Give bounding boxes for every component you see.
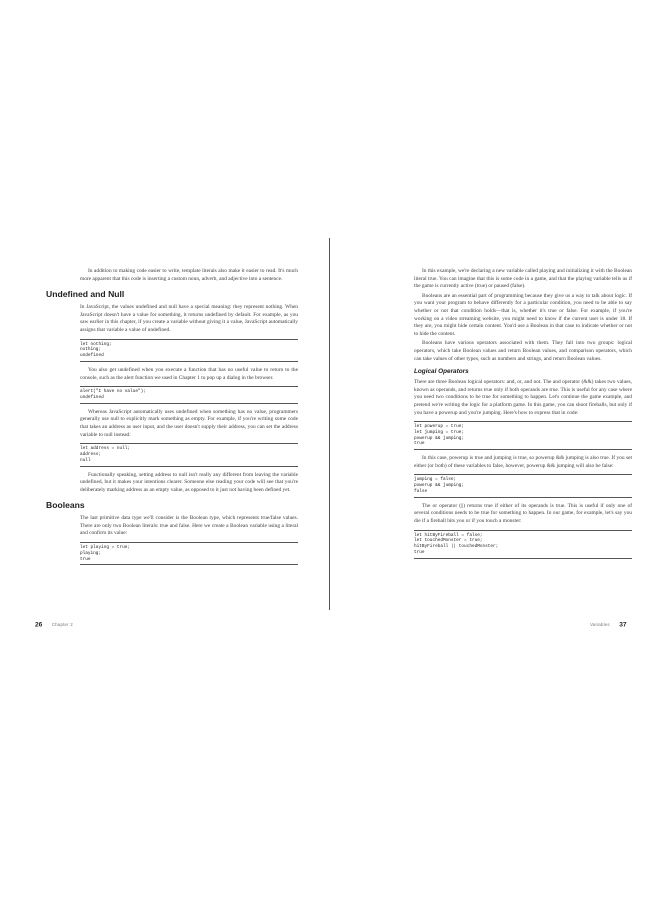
code-line: let hitByFireball = false; [414,532,483,538]
code-line: undefined [80,394,104,400]
chapter-label: Variables [590,622,610,628]
section-heading-undefined-null: Undefined and Null [46,289,125,300]
paragraph: The or operator (||) returns true if either of its operands is true. This is useful if only one of several conditions needs to be true for something to happen. In our game, for example, let's say you die if a fireball hits you or if you touch a monster: [414,502,632,525]
code-line: nothing; [80,347,102,353]
right-page [414,268,632,564]
paragraph: In JavaScript, the values undefined and null have a special meaning: they represent nothing. When JavaScript doesn't have a value for something, it returns undefined by default. For example, as you saw earlier in this chapter, if you create a variable without giving it a value, JavaScript automatically assigns that variable a value of undefined. [80,304,298,333]
code-line: alert("I have no value"); [80,389,146,395]
code-line: let touchedMonster = true; [414,538,483,544]
code-line: true [80,556,91,562]
subsection-heading-logical-operators: Logical Operators [414,368,469,376]
code-line: undefined [80,353,104,359]
paragraph: Booleans are an essential part of programming because they give us a way to talk about logic. If you want your program to behave differently for a particular condition, you need to be able to say whether or not that condition holds—that is, whether it's true or false. For example, if you're working on a video streaming website, you might need to know if the current user is under 18. If they are, you might hide certain content. You'd use a Boolean in that case to indicate whether or not to hide the content. [414,292,632,337]
code-line: address; [80,451,102,457]
code-line: playing; [80,550,102,556]
paragraph: The last primitive data type we'll consider is the Boolean type, which represents true/false values. There are only two Boolean literals: true and false. Here we create a Boolean variable using a literal and confirm its value: [80,515,298,537]
code-line: null [80,457,91,463]
code-block [80,339,298,362]
chapter-label: Chapter 2 [51,622,73,628]
code-block [80,443,298,466]
code-line: hitByFireball || touchedMonster; [414,544,499,550]
page-gutter-divider [329,238,330,610]
paragraph: In this example, we're declaring a new variable called playing and initializing it with the Boolean literal true. You can imagine that this is some code in a game, and that the playing variable tells us if the game is currently active (true) or paused (false). [414,268,632,290]
code-line: let nothing; [80,341,112,347]
paragraph: There are three Boolean logical operators: and, or, and not. The and operator (&&) takes two values, known as operands, and returns true only if both operands are true. This is useful for any case where you need two conditions to be true for something to happen. Let's continue the game example, and pretend we're writing the logic for a platform game. In this game, you can shoot fireballs, but only if you have a powerup and you're jumping. Here's how to express that in code: [414,379,632,416]
code-line: let playing = true; [80,545,131,551]
code-block [80,542,298,565]
page-number: 26 [35,621,43,629]
section-heading-booleans: Booleans [46,500,85,511]
code-block [80,386,298,404]
page-number: 37 [619,621,627,629]
left-page [46,268,298,570]
paragraph: In this case, powerup is true and jumping is true, so powerup && jumping is also true. If you set either (or both) of these variables to false, however, powerup && jumping will also be false: [414,455,632,469]
code-block [414,421,632,450]
code-line: let powerup = true; [414,424,465,430]
code-line: powerup && jumping; [414,435,465,441]
left-page-footer [35,616,73,634]
code-line: jumping = false; [414,477,457,483]
paragraph: You also get undefined when you execute a function that has no useful value to return to the console, such as the alert function we used in Chapter 1 to pop up a dialog in the browser. [80,366,298,381]
code-block [414,474,632,497]
paragraph: Whereas JavaScript automatically uses undefined when something has no value, programmers generally use null to explicitly mark something as empty. For example, if you're writing some code that takes an address as user input, and the user doesn't supply their address, you can set the address variable to null instead: [80,408,298,438]
code-block [414,530,632,559]
code-line: let address = null; [80,446,131,452]
code-line: true [414,550,425,556]
code-line: false [414,489,428,495]
paragraph: Functionally speaking, setting address to null isn't really any different from leaving the variable undefined, but it makes your intentions clearer. Someone else reading your code will see that you're deliberately marking address as an empty value, as opposed to it just not having been defined yet. [80,471,298,493]
code-line: true [414,441,425,447]
code-line: powerup && jumping; [414,483,465,489]
paragraph: In addition to making code easier to write, template literals also make it easier to read. It's much more apparent that this code is inserting a custom noun, adverb, and adjective into a sentence. [80,268,298,282]
code-line: let jumping = true; [414,429,465,435]
paragraph: Booleans have various operators associated with them. They fall into two groups: logical operators, which take Boolean values and return Boolean values, and comparison operators, which can take values of other types, such as numbers and strings, and return Boolean values. [414,340,632,362]
right-page-footer [590,616,627,634]
